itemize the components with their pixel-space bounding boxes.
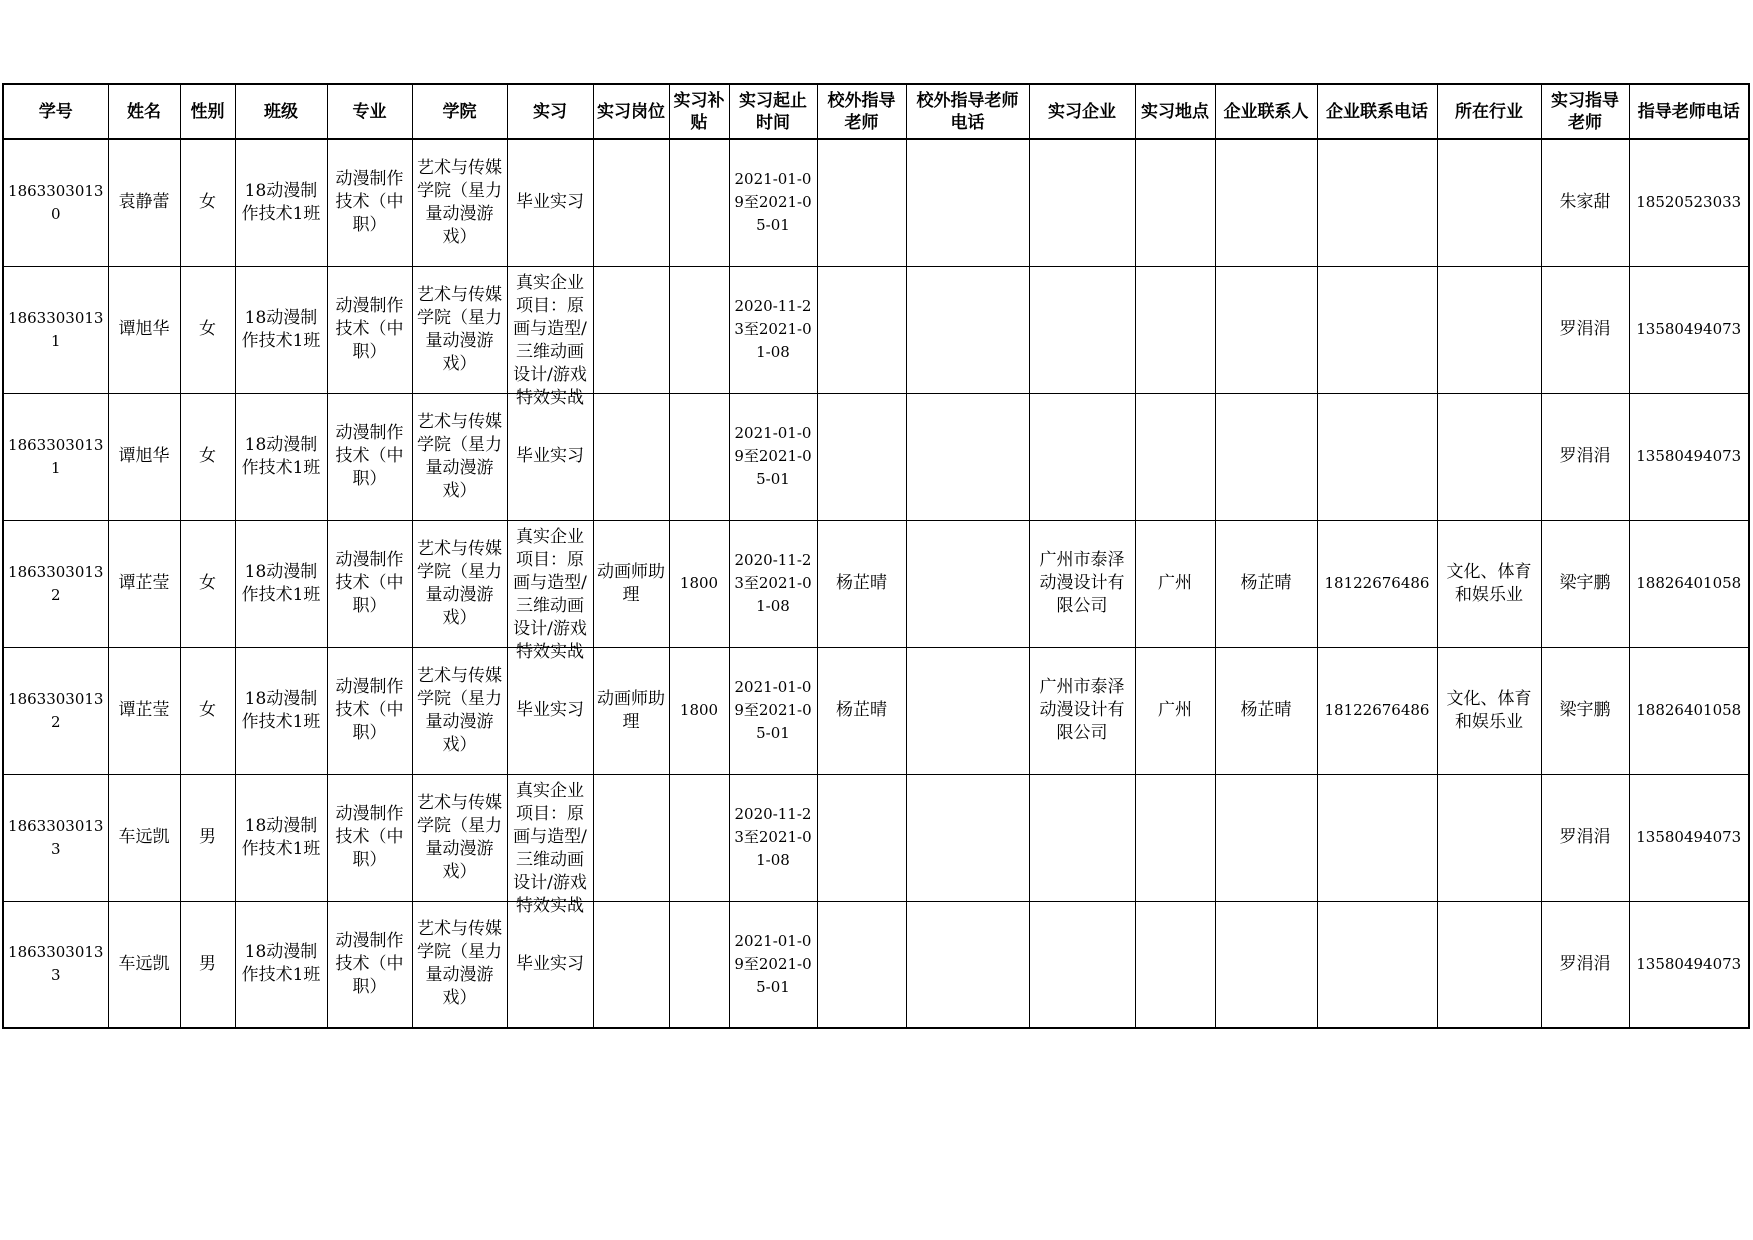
gender-cell [180,647,235,774]
student-id-cell [3,520,108,647]
college-cell-text: 艺术与传媒学院（星力量动漫游戏） [417,157,502,247]
external-teacher-cell [817,647,906,774]
position-cell [593,266,669,393]
position-cell-text: 动画师助理 [597,561,665,605]
teacher-phone-cell-text: 13580494073 [1636,320,1742,338]
location-cell [1135,774,1215,901]
table-row [3,139,1749,266]
student-id-cell [3,774,108,901]
college-cell-text: 艺术与传媒学院（星力量动漫游戏） [417,792,502,882]
gender-cell [180,139,235,266]
internship-cell [507,647,593,774]
period-cell [729,901,817,1028]
company-cell-text: 广州市泰泽动漫设计有限公司 [1039,550,1125,616]
gender-cell [180,520,235,647]
period-cell [729,266,817,393]
subsidy-cell [669,647,729,774]
table-row [3,647,1749,774]
header-cell-external-teacher-phone: 校外指导老师电话 [906,84,1029,139]
location-cell [1135,139,1215,266]
header-cell-class: 班级 [235,84,327,139]
major-cell [327,139,412,266]
major-cell-text: 动漫制作技术（中职） [335,677,404,743]
teacher-cell [1541,393,1629,520]
teacher-cell-text: 罗涓涓 [1559,446,1611,466]
industry-cell [1437,901,1541,1028]
name-cell-text: 袁静蕾 [118,192,170,213]
location-cell [1135,647,1215,774]
location-cell [1135,266,1215,393]
contact-phone-cell-text: 18122676486 [1324,574,1430,592]
table-header [3,84,1749,139]
external-teacher-cell [817,520,906,647]
header-cell-teacher: 实习指导老师 [1541,84,1629,139]
internship-cell-text: 真实企业项目：原画与造型/三维动画设计/游戏特效实战 [513,527,587,662]
header-cell-student-id: 学号 [3,84,108,139]
industry-cell [1437,393,1541,520]
header-cell-subsidy: 实习补贴 [669,84,729,139]
company-cell [1029,520,1135,647]
gender-cell [180,266,235,393]
student-id-cell-text: 18633030132 [8,562,104,604]
name-cell [108,901,180,1028]
position-cell [593,901,669,1028]
period-cell-text: 2021-01-09至2021-05-01 [734,424,812,488]
college-cell [412,266,507,393]
college-cell-text: 艺术与传媒学院（星力量动漫游戏） [417,665,502,755]
college-cell [412,647,507,774]
class-cell-text: 18动漫制作技术1班 [241,815,321,859]
table-row [3,266,1749,393]
teacher-phone-cell-text: 18826401058 [1636,701,1742,719]
college-cell [412,393,507,520]
college-cell [412,901,507,1028]
gender-cell [180,774,235,901]
gender-cell [180,901,235,1028]
table-row [3,520,1749,647]
external-teacher-phone-cell [906,647,1029,774]
external-teacher-phone-cell [906,266,1029,393]
position-cell [593,139,669,266]
college-cell [412,774,507,901]
name-cell [108,520,180,647]
header-cell-external-teacher: 校外指导老师 [817,84,906,139]
class-cell [235,647,327,774]
internship-cell [507,901,593,1028]
gender-cell-text: 男 [199,953,216,974]
college-cell-text: 艺术与传媒学院（星力量动漫游戏） [417,284,502,374]
industry-cell-text: 文化、体育和娱乐业 [1446,561,1532,605]
contact-cell [1215,139,1317,266]
major-cell-text: 动漫制作技术（中职） [335,169,404,236]
name-cell-text: 车远凯 [118,953,170,974]
external-teacher-cell [817,139,906,266]
class-cell-text: 18动漫制作技术1班 [241,561,321,605]
contact-phone-cell [1317,139,1437,266]
contact-phone-cell [1317,774,1437,901]
contact-cell [1215,520,1317,647]
student-id-cell-text: 18633030132 [8,689,104,731]
teacher-cell-text: 罗涓涓 [1559,953,1611,974]
major-cell-text: 动漫制作技术（中职） [335,423,404,489]
class-cell-text: 18动漫制作技术1班 [241,180,321,224]
industry-cell [1437,139,1541,266]
internship-cell-text: 真实企业项目：原画与造型/三维动画设计/游戏特效实战 [513,273,587,408]
header-cell-industry: 所在行业 [1437,84,1541,139]
name-cell-text: 车远凯 [118,827,170,847]
major-cell-text: 动漫制作技术（中职） [335,930,404,997]
teacher-cell-text: 梁宇鹏 [1559,573,1611,593]
period-cell-text: 2020-11-23至2021-01-08 [734,551,812,615]
college-cell-text: 艺术与传媒学院（星力量动漫游戏） [417,538,502,628]
teacher-phone-cell [1629,139,1749,266]
teacher-phone-cell [1629,901,1749,1028]
contact-phone-cell [1317,393,1437,520]
class-cell [235,774,327,901]
position-cell [593,520,669,647]
industry-cell [1437,520,1541,647]
teacher-phone-cell-text: 18826401058 [1636,574,1742,592]
teacher-phone-cell [1629,647,1749,774]
contact-phone-cell [1317,647,1437,774]
external-teacher-cell [817,774,906,901]
class-cell-text: 18动漫制作技术1班 [241,307,321,351]
student-id-cell [3,647,108,774]
class-cell [235,901,327,1028]
gender-cell-text: 女 [199,573,216,593]
subsidy-cell [669,393,729,520]
teacher-phone-cell [1629,520,1749,647]
industry-cell [1437,266,1541,393]
header-cell-major: 专业 [327,84,412,139]
name-cell-text: 谭芷莹 [118,573,170,593]
college-cell [412,139,507,266]
college-cell [412,520,507,647]
table-row [3,774,1749,901]
internship-cell [507,520,593,662]
teacher-cell [1541,139,1629,266]
period-cell [729,647,817,774]
external-teacher-phone-cell [906,774,1029,901]
header-cell-gender: 性别 [180,84,235,139]
internship-cell [507,774,593,916]
company-cell [1029,774,1135,901]
external-teacher-cell [817,393,906,520]
header-cell-name: 姓名 [108,84,180,139]
subsidy-cell [669,266,729,393]
contact-phone-cell [1317,520,1437,647]
period-cell-text: 2020-11-23至2021-01-08 [734,805,812,869]
location-cell [1135,393,1215,520]
contact-phone-cell [1317,266,1437,393]
teacher-cell-text: 罗涓涓 [1559,827,1611,847]
header-cell-position: 实习岗位 [593,84,669,139]
header-cell-contact: 企业联系人 [1215,84,1317,139]
company-cell [1029,139,1135,266]
subsidy-cell [669,901,729,1028]
header-cell-contact-phone: 企业联系电话 [1317,84,1437,139]
major-cell-text: 动漫制作技术（中职） [335,804,404,870]
teacher-cell [1541,520,1629,647]
teacher-phone-cell-text: 13580494073 [1636,954,1742,973]
header-cell-company: 实习企业 [1029,84,1135,139]
student-id-cell-text: 18633030130 [8,181,104,223]
header-cell-college: 学院 [412,84,507,139]
external-teacher-phone-cell [906,393,1029,520]
contact-phone-cell-text: 18122676486 [1324,701,1430,719]
internship-cell [507,393,593,520]
teacher-phone-cell [1629,266,1749,393]
internship-table [2,83,1750,1029]
class-cell [235,139,327,266]
period-cell [729,393,817,520]
location-cell-text: 广州 [1158,700,1192,720]
table-body [3,139,1749,1028]
gender-cell-text: 女 [199,319,216,339]
teacher-cell-text: 罗涓涓 [1559,319,1611,339]
major-cell [327,647,412,774]
external-teacher-phone-cell [906,139,1029,266]
gender-cell-text: 女 [199,700,216,720]
major-cell-text: 动漫制作技术（中职） [335,296,404,362]
company-cell-text: 广州市泰泽动漫设计有限公司 [1039,677,1125,743]
internship-cell [507,266,593,408]
student-id-cell-text: 18633030133 [8,943,104,985]
student-id-cell-text: 18633030133 [8,816,104,858]
name-cell [108,139,180,266]
contact-cell [1215,774,1317,901]
teacher-cell [1541,266,1629,393]
major-cell [327,901,412,1028]
major-cell [327,520,412,647]
contact-cell [1215,647,1317,774]
internship-cell-text: 毕业实习 [516,192,584,213]
class-cell-text: 18动漫制作技术1班 [241,434,321,478]
contact-cell [1215,393,1317,520]
position-cell [593,647,669,774]
subsidy-cell-text: 1800 [679,701,719,719]
internship-cell [507,139,593,266]
company-cell [1029,901,1135,1028]
major-cell [327,393,412,520]
position-cell-text: 动画师助理 [597,688,665,732]
teacher-phone-cell [1629,774,1749,901]
teacher-cell-text: 朱家甜 [1559,192,1611,213]
student-id-cell-text: 18633030131 [8,435,104,477]
location-cell-text: 广州 [1158,573,1192,593]
company-cell [1029,647,1135,774]
class-cell [235,520,327,647]
college-cell-text: 艺术与传媒学院（星力量动漫游戏） [417,919,502,1009]
industry-cell [1437,774,1541,901]
location-cell [1135,520,1215,647]
student-id-cell [3,393,108,520]
table-row [3,901,1749,1028]
teacher-phone-cell-text: 13580494073 [1636,828,1742,846]
contact-cell [1215,901,1317,1028]
external-teacher-cell-text: 杨芷晴 [836,700,887,720]
student-id-cell-text: 18633030131 [8,308,104,350]
period-cell-text: 2021-01-09至2021-05-01 [734,931,812,996]
subsidy-cell [669,139,729,266]
student-id-cell [3,139,108,266]
gender-cell-text: 女 [199,446,216,466]
internship-cell-text: 真实企业项目：原画与造型/三维动画设计/游戏特效实战 [513,781,587,916]
contact-phone-cell [1317,901,1437,1028]
period-cell [729,520,817,647]
name-cell-text: 谭旭华 [118,446,170,466]
name-cell [108,774,180,901]
teacher-cell [1541,901,1629,1028]
internship-cell-text: 毕业实习 [516,446,584,466]
name-cell [108,393,180,520]
subsidy-cell [669,520,729,647]
contact-cell [1215,266,1317,393]
gender-cell-text: 女 [199,192,216,213]
major-cell [327,266,412,393]
student-id-cell [3,266,108,393]
name-cell-text: 谭旭华 [118,319,170,339]
industry-cell [1437,647,1541,774]
major-cell-text: 动漫制作技术（中职） [335,550,404,616]
gender-cell-text: 男 [199,827,216,847]
external-teacher-cell-text: 杨芷晴 [836,573,887,593]
header-cell-period: 实习起止时间 [729,84,817,139]
teacher-phone-cell [1629,393,1749,520]
period-cell [729,139,817,266]
student-id-cell [3,901,108,1028]
header-cell-internship: 实习 [507,84,593,139]
name-cell-text: 谭芷莹 [118,700,170,720]
subsidy-cell [669,774,729,901]
header-cell-teacher-phone: 指导老师电话 [1629,84,1749,139]
class-cell-text: 18动漫制作技术1班 [241,688,321,732]
name-cell [108,266,180,393]
name-cell [108,647,180,774]
teacher-cell [1541,647,1629,774]
class-cell [235,393,327,520]
teacher-cell [1541,774,1629,901]
major-cell [327,774,412,901]
position-cell [593,393,669,520]
class-cell [235,266,327,393]
teacher-phone-cell-text: 13580494073 [1636,447,1742,465]
teacher-cell-text: 梁宇鹏 [1559,700,1611,720]
external-teacher-cell [817,266,906,393]
external-teacher-phone-cell [906,901,1029,1028]
contact-cell-text: 杨芷晴 [1240,573,1292,593]
position-cell [593,774,669,901]
internship-cell-text: 毕业实习 [516,953,584,974]
internship-cell-text: 毕业实习 [516,700,584,720]
class-cell-text: 18动漫制作技术1班 [241,942,321,986]
external-teacher-phone-cell [906,520,1029,647]
external-teacher-cell [817,901,906,1028]
subsidy-cell-text: 1800 [679,574,719,592]
period-cell-text: 2021-01-09至2021-05-01 [734,678,812,742]
table-row [3,393,1749,520]
industry-cell-text: 文化、体育和娱乐业 [1446,688,1532,732]
gender-cell [180,393,235,520]
period-cell [729,774,817,901]
header-cell-location: 实习地点 [1135,84,1215,139]
contact-cell-text: 杨芷晴 [1240,700,1292,720]
location-cell [1135,901,1215,1028]
period-cell-text: 2021-01-09至2021-05-01 [734,170,812,235]
company-cell [1029,266,1135,393]
company-cell [1029,393,1135,520]
header-row [3,84,1749,139]
teacher-phone-cell-text: 18520523033 [1636,193,1742,212]
college-cell-text: 艺术与传媒学院（星力量动漫游戏） [417,411,502,501]
period-cell-text: 2020-11-23至2021-01-08 [734,297,812,361]
